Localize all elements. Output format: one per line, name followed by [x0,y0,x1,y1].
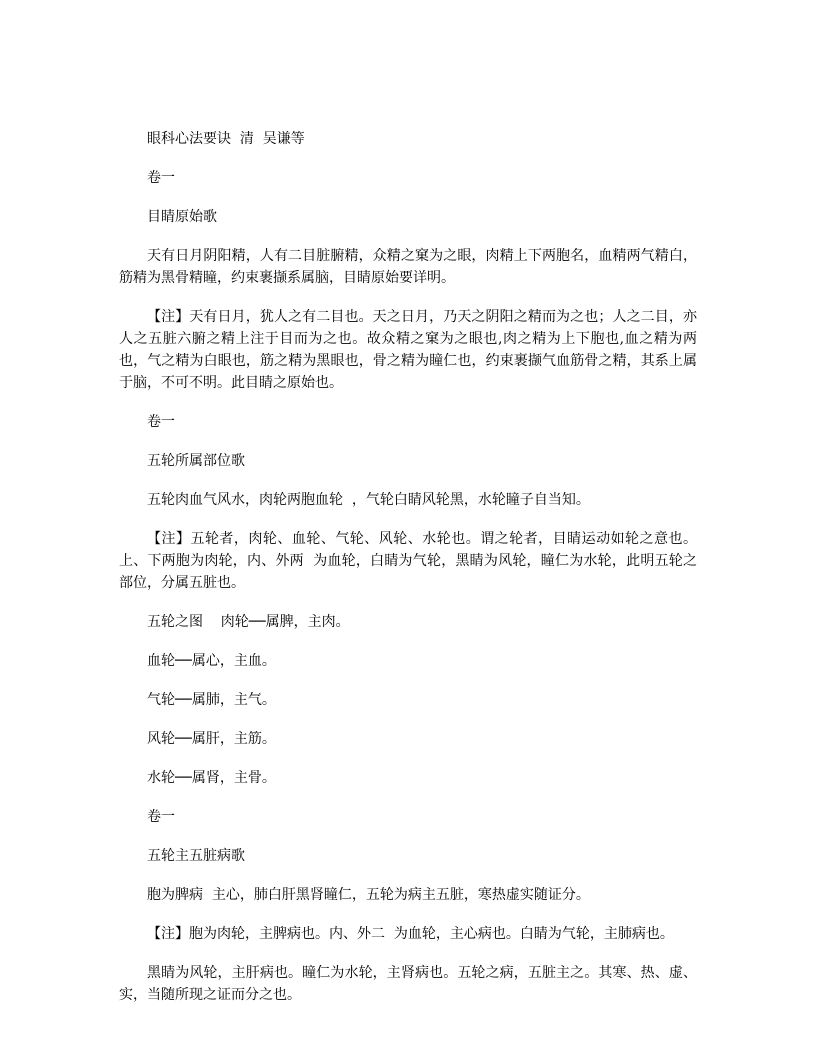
annotation-paragraph: 黑睛为风轮，主肝病也。瞳仁为水轮，主肾病也。五轮之病，五脏主之。其寒、热、虚、实，当随所现之证而分之也。 [119,965,697,1003]
wheel-line: 风轮──属肝，主筋。 [147,731,276,747]
verse-paragraph: 五轮肉血气风水，肉轮两胞血轮 ，气轮白睛风轮黑，水轮瞳子自当知。 [147,492,590,508]
wheel-line: 水轮──属肾，主骨。 [147,770,276,786]
volume-heading: 卷一 [147,809,175,825]
book-title: 眼科心法要诀 清 吴谦等 [147,131,305,147]
section-title: 目睛原始歌 [147,209,217,225]
annotation-paragraph: 【注】胞为肉轮，主脾病也。内、外二 为血轮，主心病也。白睛为气轮，主肺病也。 [147,926,674,942]
volume-heading: 卷一 [147,414,175,430]
verse-paragraph: 天有日月阴阳精，人有二目脏腑精，众精之窠为之眼，肉精上下两胞名，血精两气精白，筋精为黑骨精瞳，约束裹撷系属脑，目睛原始要详明。 [119,248,697,286]
volume-heading: 卷一 [147,170,175,186]
verse-paragraph: 胞为脾病 主心，肺白肝黑肾瞳仁，五轮为病主五脏，寒热虚实随证分。 [147,887,590,903]
annotation-paragraph: 【注】五轮者，肉轮、血轮、气轮、风轮、水轮也。谓之轮者，目睛运动如轮之意也。上、下两胞为肉轮，内、外两 为血轮，白睛为气轮，黑睛为风轮，瞳仁为水轮，此明五轮之部位，分属五脏也。 [119,531,697,591]
annotation-paragraph: 【注】天有日月，犹人之有二目也。天之日月，乃天之阴阳之精而为之也；人之二目，亦人之五脏六腑之精上注于目而为之也。故众精之窠为之眼也,肉之精为上下胞也,血之精为两 也，气之精为白眼也，筋之精为黑眼也，骨之精为瞳仁也，约束裹撷气血筋骨之精，其系上属于脑，不可不明。此目睛之原始也。 [119,309,706,391]
wheel-line: 气轮──属肺，主气。 [147,692,276,708]
wheel-diagram-line: 五轮之图 肉轮──属脾，主肉。 [147,614,350,630]
document-page [119,128,706,1023]
wheel-line: 血轮──属心，主血。 [147,653,276,669]
section-title: 五轮主五脏病歌 [147,848,245,864]
section-title: 五轮所属部位歌 [147,453,245,469]
